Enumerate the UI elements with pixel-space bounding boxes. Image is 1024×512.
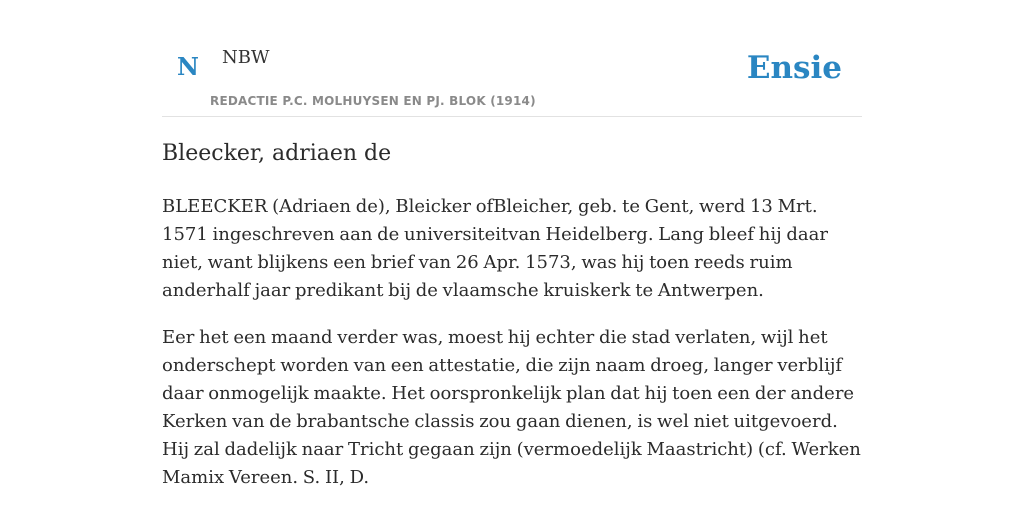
article-title: Bleecker, adriaen de	[162, 141, 392, 166]
article-body	[162, 193, 862, 511]
ensie-logo-link[interactable]: Ensie	[746, 50, 842, 86]
article-paragraph: BLEECKER (Adriaen de), Bleicker ofBleicher, geb. te Gent, werd 13 Mrt. 1571 ingeschreven aan de universiteitvan Heidelberg. Lang bleef hij daar niet, want blijkens een brief van 26 Apr. 1573, was hij toen reeds ruim anderhalf jaar predikant bij de vlaamsche kruiskerk te Antwerpen.	[162, 196, 828, 301]
source-name-link[interactable]: NBW	[222, 47, 270, 68]
page-header	[162, 0, 862, 117]
article-paragraph: Eer het een maand verder was, moest hij echter die stad verlaten, wijl het onderschept worden van een attestatie, die zijn naam droeg, langer verblijf daar onmogelijk maakte. Het oorspronkelijk plan dat hij toen een der andere Kerken van de brabantsche classis zou gaan dienen, is wel niet uitgevoerd. Hij zal dadelijk naar Tricht gegaan zijn (vermoedelijk Maastricht) (cf. Werken Mamix Vereen. S. II, D.	[162, 327, 861, 488]
article-page	[162, 0, 862, 488]
source-logo[interactable]: N	[177, 52, 199, 81]
editor-credit: REDACTIE P.C. MOLHUYSEN EN PJ. BLOK (1914)	[210, 94, 536, 108]
